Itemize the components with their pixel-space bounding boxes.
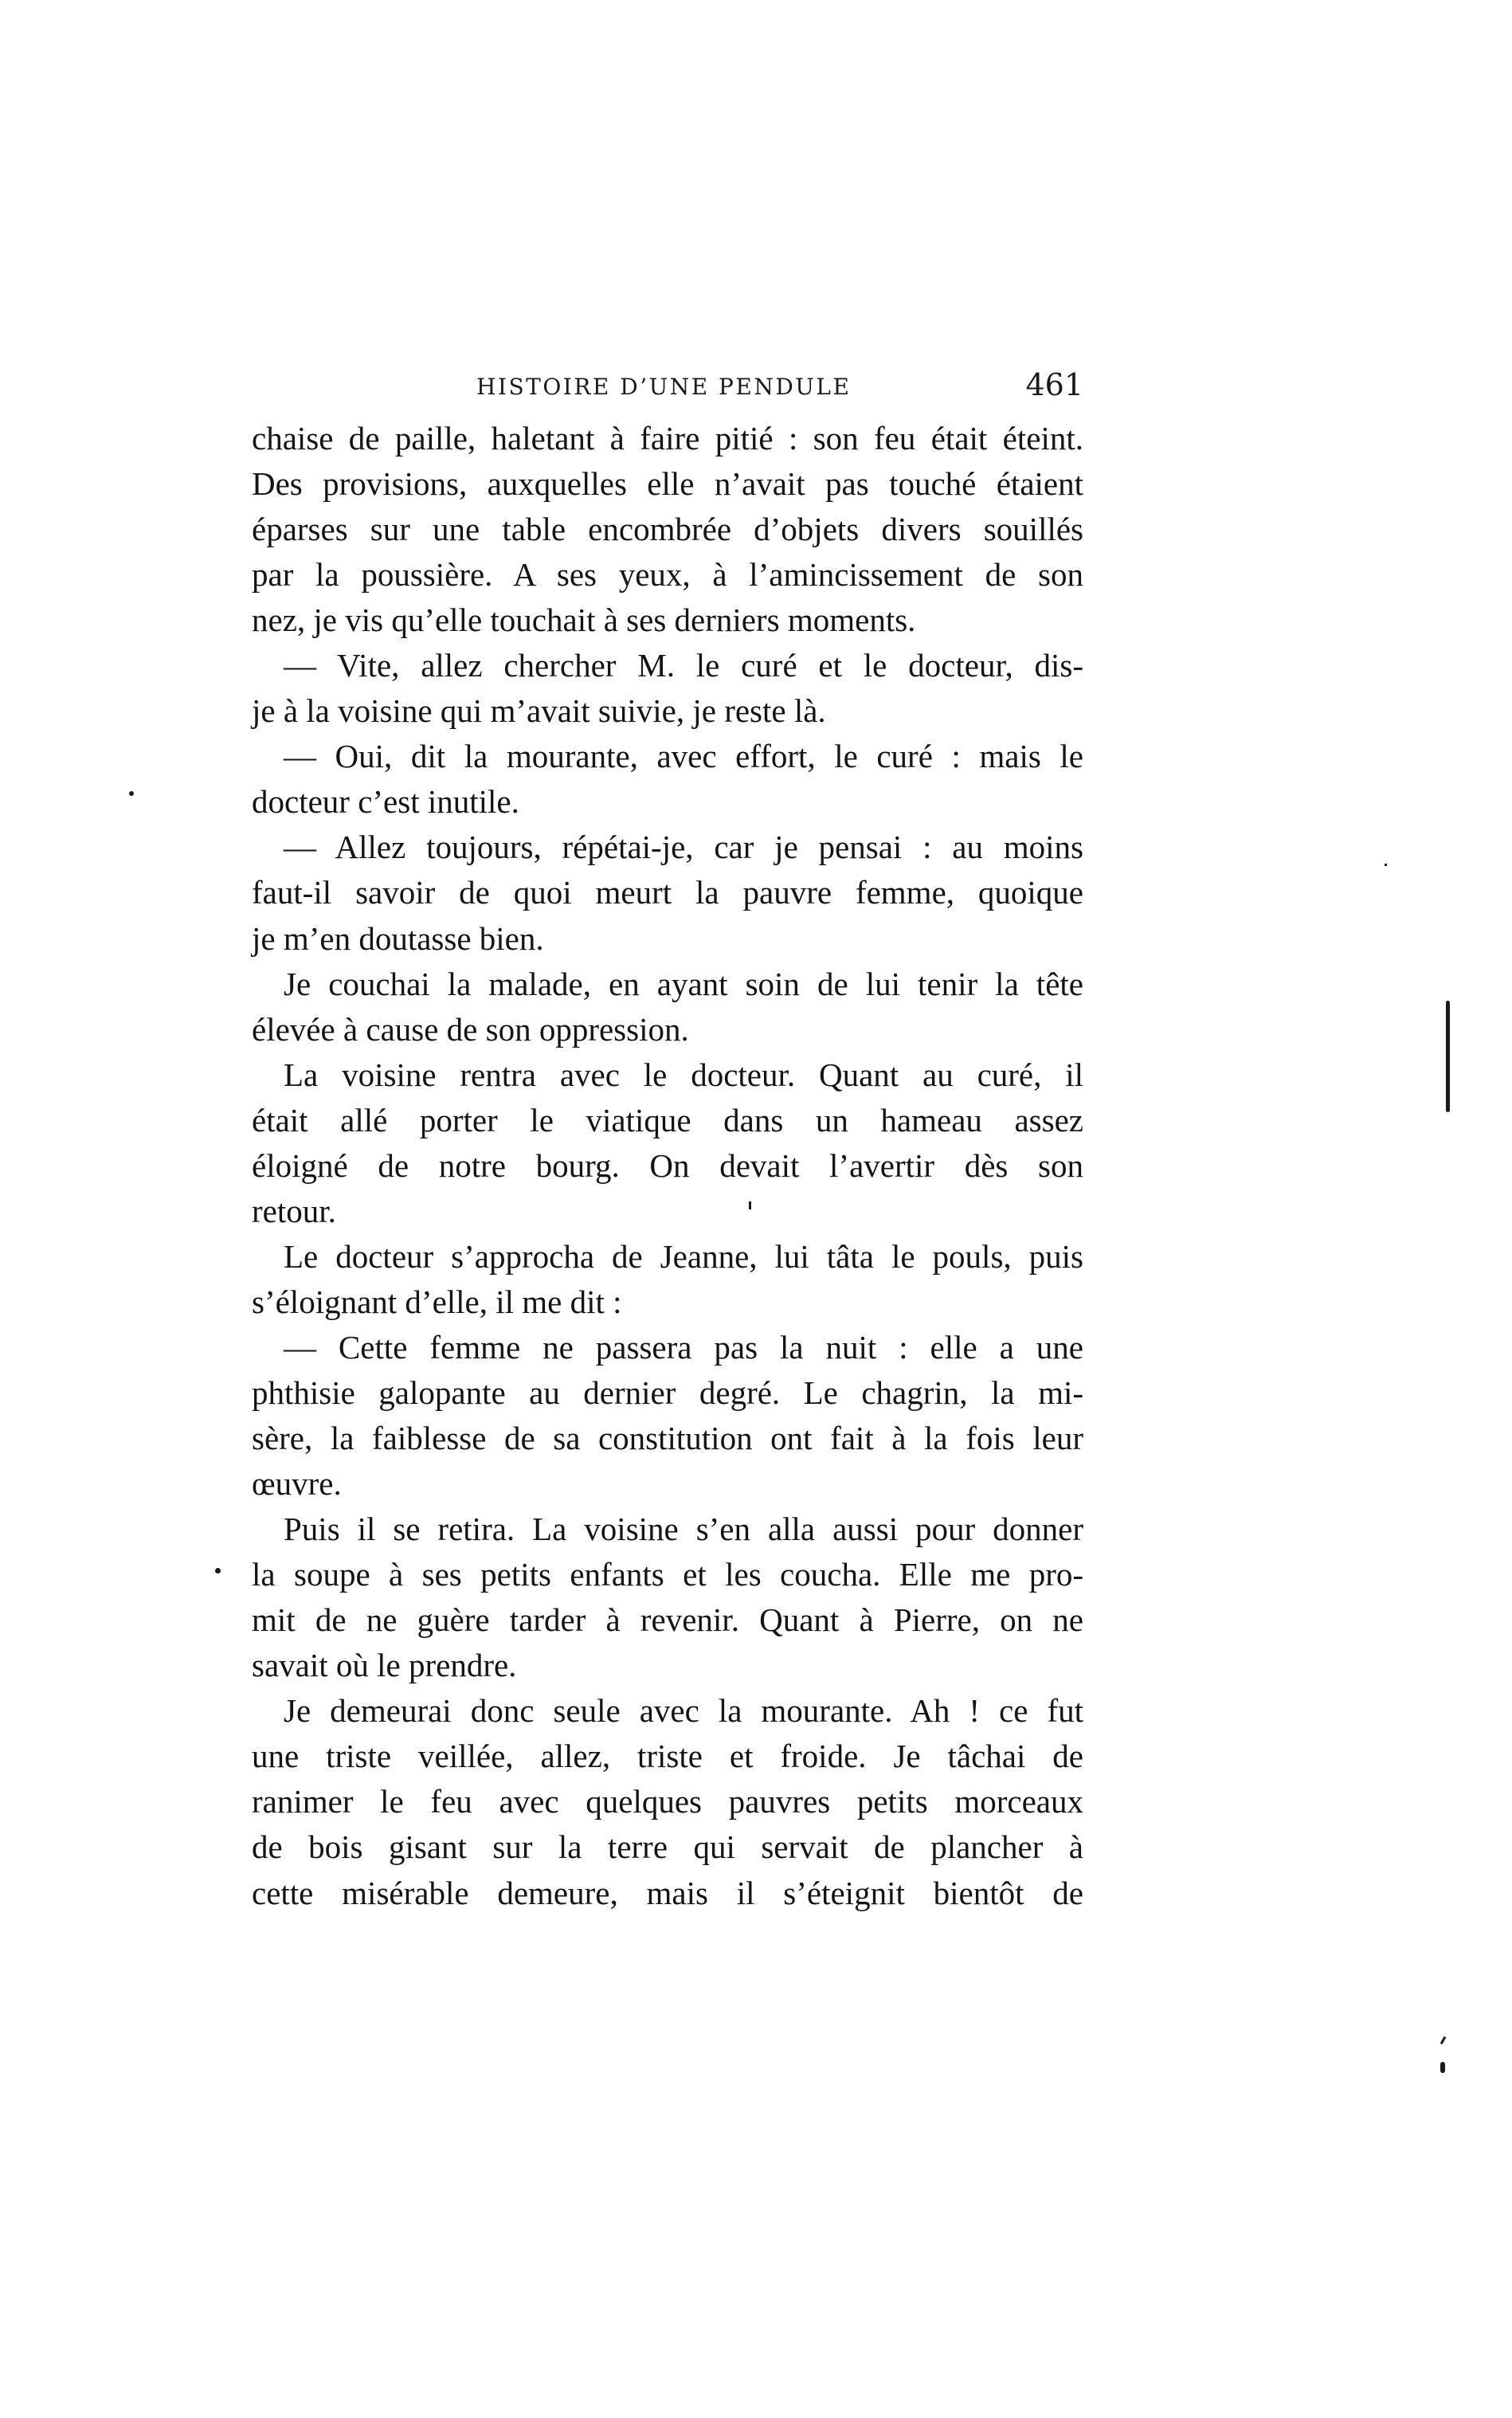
- running-title: HISTOIRE D’UNE PENDULE: [476, 374, 852, 400]
- text-line: chaise de paille, haletant à faire pitié : son feu était éteint.: [252, 420, 1083, 457]
- text-line: Je demeurai donc seule avec la mourante. Ah ! ce fut: [284, 1692, 1083, 1730]
- text-line: faut-il savoir de quoi meurt la pauvre femme, quoique: [252, 874, 1083, 911]
- text-line: Le docteur s’approcha de Jeanne, lui tâta le pouls, puis: [284, 1237, 1083, 1275]
- text-line: éparses sur une table encombrée d’objets divers souillés: [252, 511, 1083, 548]
- text-line: je m’en doutasse bien.: [252, 919, 544, 957]
- scan-speck: [129, 791, 134, 796]
- text-line: sère, la faiblesse de sa constitution ont fait à la fois leur: [252, 1420, 1083, 1457]
- scan-speck: [749, 1201, 751, 1209]
- text-line: ranimer le feu avec quelques pauvres petits morceaux: [252, 1783, 1083, 1820]
- running-head: [252, 367, 1083, 404]
- text-line: docteur c’est inutile.: [252, 783, 519, 821]
- text-line: La voisine rentra avec le docteur. Quant au curé, il: [284, 1056, 1083, 1093]
- scan-speck: [1440, 2036, 1447, 2044]
- text-line: œuvre.: [252, 1465, 342, 1503]
- scan-speck: [215, 1568, 221, 1573]
- text-line: retour.: [252, 1192, 336, 1229]
- text-line: — Allez toujours, répétai-je, car je pensai : au moins: [284, 829, 1083, 866]
- body-text: [252, 416, 1083, 1916]
- text-line: — Cette femme ne passera pas la nuit : elle a une: [284, 1328, 1083, 1366]
- text-line: s’éloignant d’elle, il me dit :: [252, 1283, 622, 1320]
- scan-speck: [1440, 2062, 1445, 2073]
- text-line: élevée à cause de son oppression.: [252, 1010, 689, 1048]
- text-line: nez, je vis qu’elle touchait à ses derniers moments.: [252, 602, 916, 639]
- text-line: — Oui, dit la mourante, avec effort, le curé : mais le: [284, 738, 1083, 775]
- text-line: la soupe à ses petits enfants et les coucha. Elle me pro-: [252, 1556, 1083, 1593]
- page-number: 461: [1025, 367, 1083, 402]
- text-line: phthisie galopante au dernier degré. Le chagrin, la mi-: [252, 1374, 1083, 1411]
- margin-mark: [1446, 1001, 1450, 1112]
- text-line: mit de ne guère tarder à revenir. Quant à Pierre, on ne: [252, 1601, 1083, 1639]
- text-line: Des provisions, auxquelles elle n’avait pas touché étaient: [252, 465, 1083, 503]
- text-line: je à la voisine qui m’avait suivie, je reste là.: [252, 692, 826, 730]
- text-line: savait où le prendre.: [252, 1647, 517, 1684]
- text-line: était allé porter le viatique dans un hameau assez: [252, 1101, 1083, 1138]
- text-line: — Vite, allez chercher M. le curé et le docteur, dis-: [284, 647, 1083, 684]
- text-line: Je couchai la malade, en ayant soin de lui tenir la tête: [284, 965, 1083, 1002]
- text-line: de bois gisant sur la terre qui servait de plancher à: [252, 1828, 1083, 1866]
- text-line: par la poussière. A ses yeux, à l’amincissement de son: [252, 556, 1083, 594]
- text-line: cette misérable demeure, mais il s’éteignit bientôt de: [252, 1874, 1083, 1911]
- text-line: une triste veillée, allez, triste et froide. Je tâchai de: [252, 1738, 1083, 1775]
- text-line: éloigné de notre bourg. On devait l’avertir dès son: [252, 1146, 1083, 1184]
- text-line: Puis il se retira. La voisine s’en alla aussi pour donner: [284, 1511, 1083, 1548]
- scan-speck: [1385, 864, 1387, 866]
